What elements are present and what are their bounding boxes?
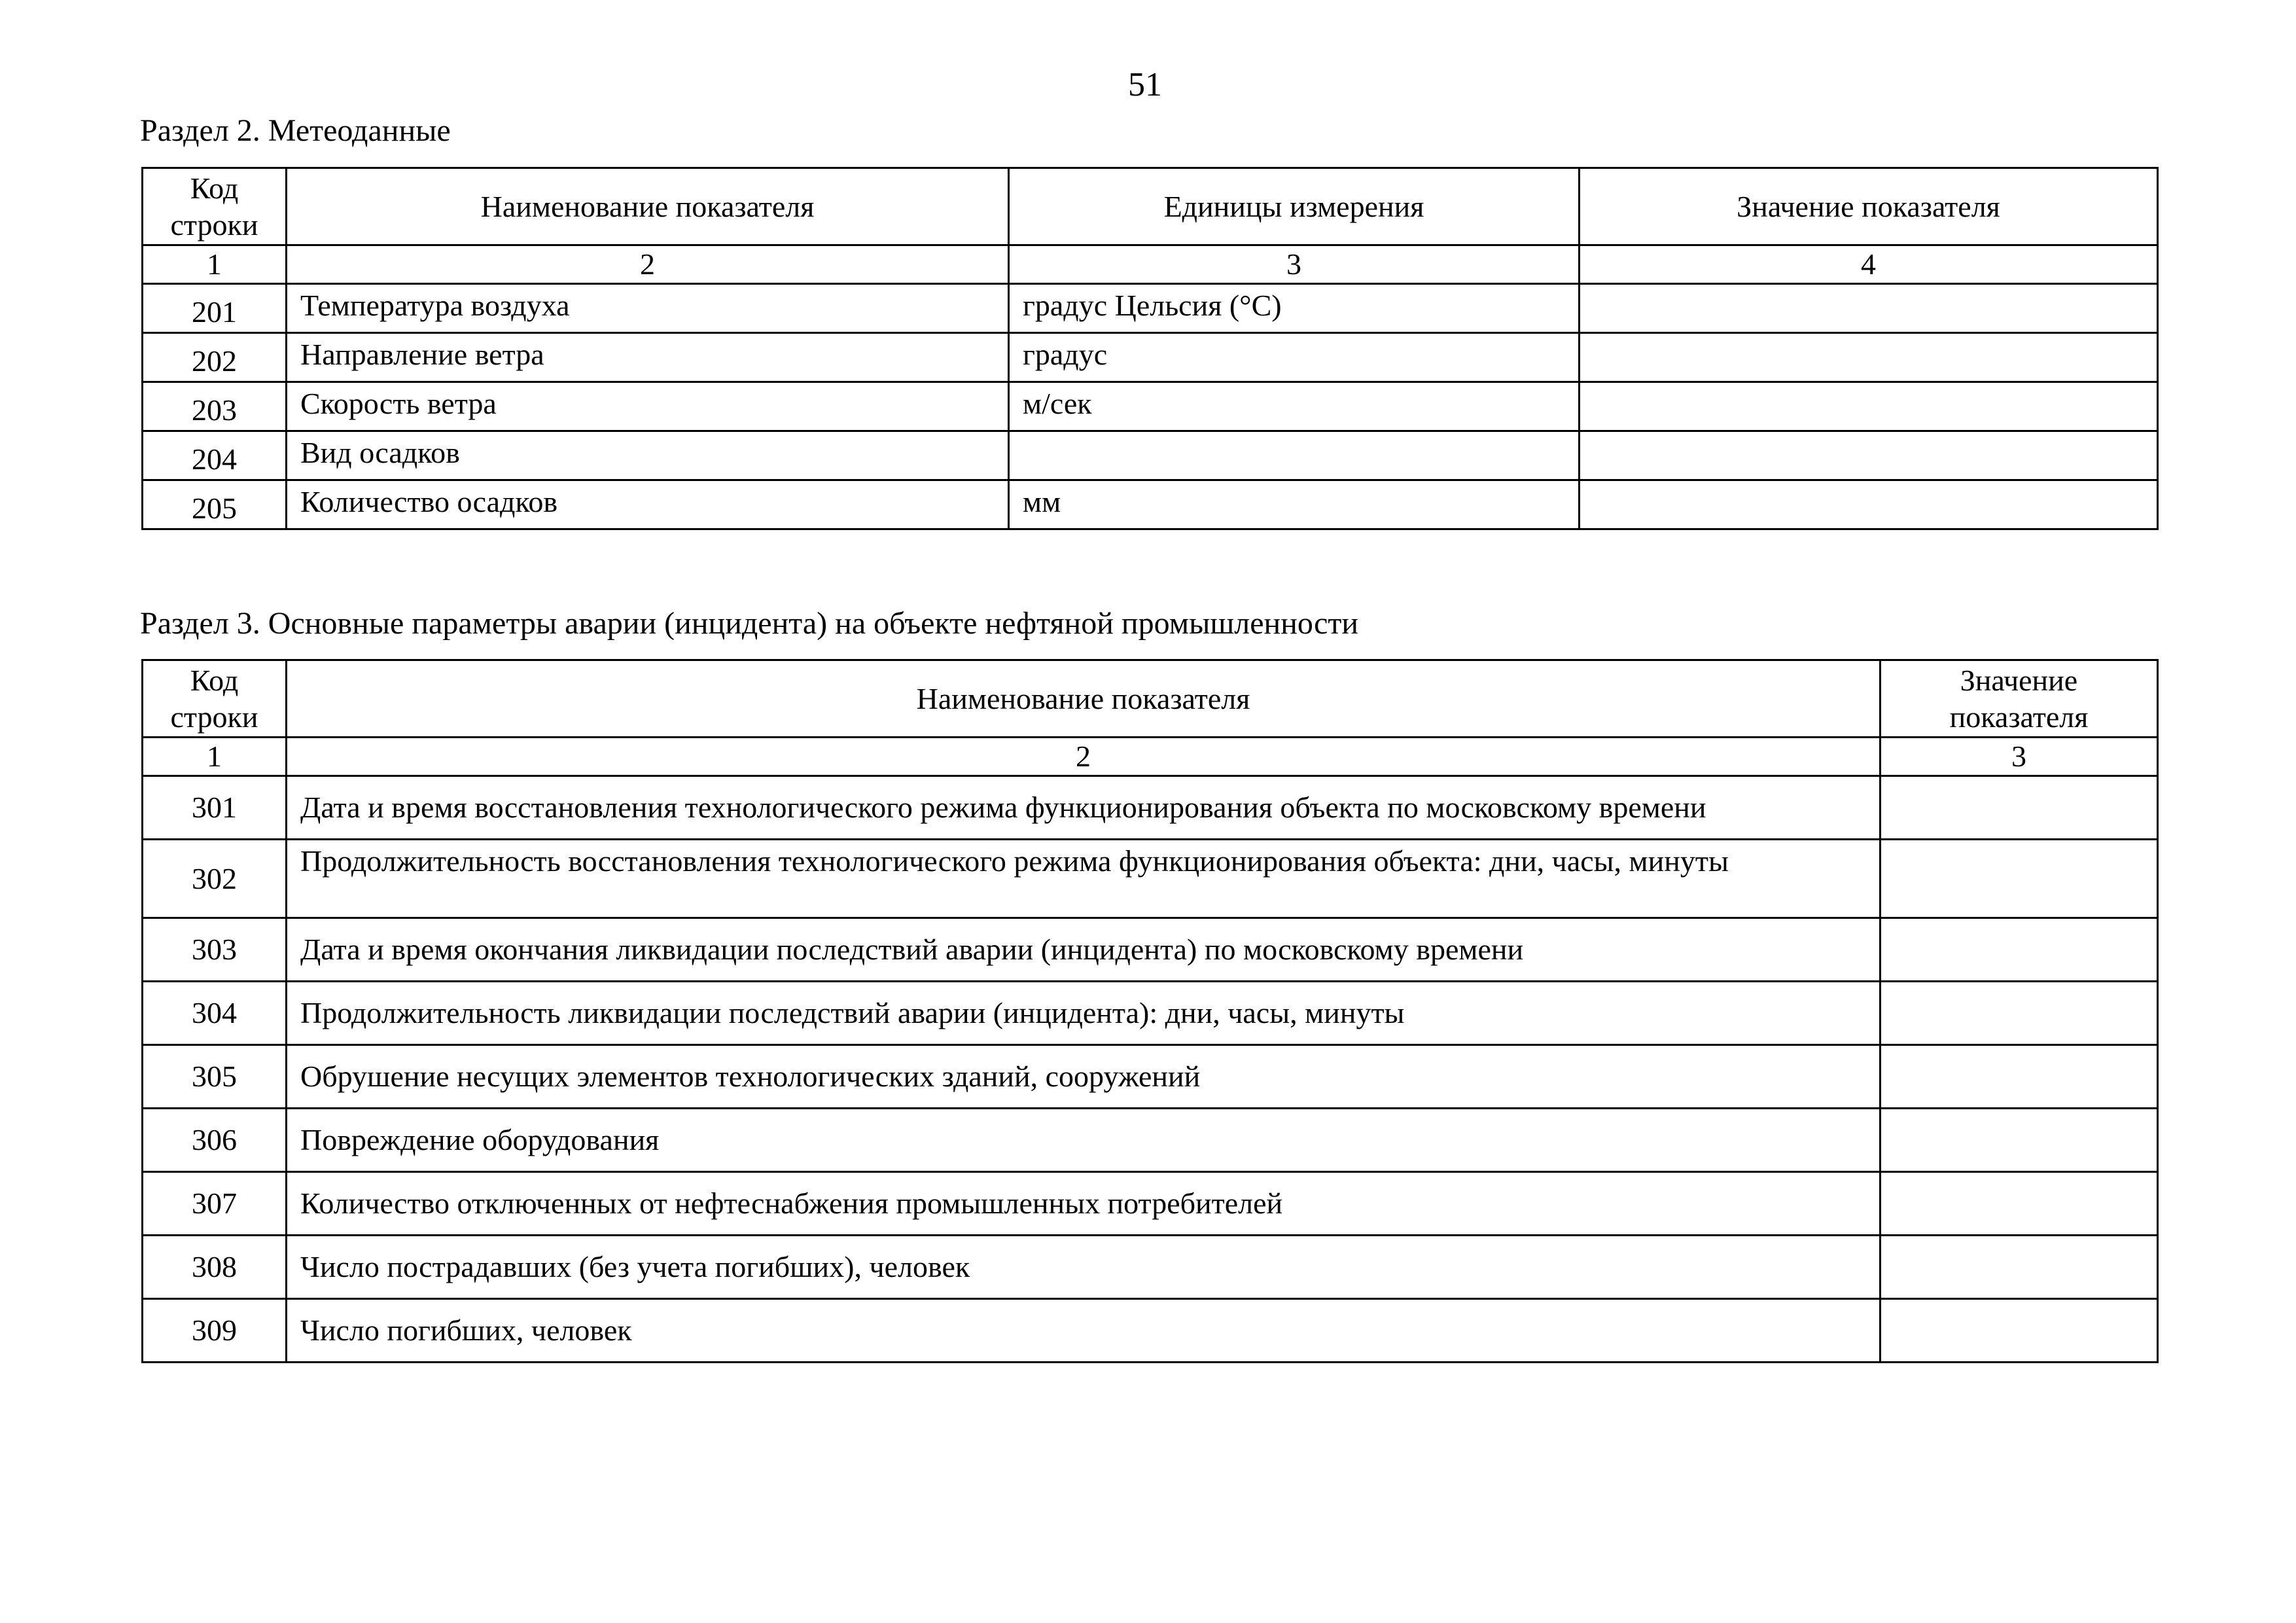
section-2-title: Раздел 2. Метеоданные <box>140 113 451 148</box>
row-code: 202 <box>143 333 287 382</box>
row-unit: градус <box>1009 333 1580 382</box>
row-name: Количество осадков <box>287 480 1009 529</box>
table-row <box>143 776 2158 840</box>
row-value[interactable] <box>1881 1172 2158 1236</box>
row-value[interactable] <box>1881 1299 2158 1363</box>
table-row <box>143 840 2158 918</box>
column-number: 1 <box>143 738 287 776</box>
table-row <box>143 284 2158 333</box>
table-row <box>143 333 2158 382</box>
row-name: Количество отключенных от нефтеснабжения промышленных потребителей <box>287 1172 1881 1236</box>
row-code: 304 <box>143 982 287 1045</box>
meteo-data-table <box>141 167 2159 530</box>
row-code: 301 <box>143 776 287 840</box>
row-value[interactable] <box>1881 1109 2158 1172</box>
column-number: 3 <box>1009 245 1580 284</box>
header-value: Значение показателя <box>1580 168 2158 245</box>
row-value[interactable] <box>1580 333 2158 382</box>
page-number: 51 <box>1128 66 1162 103</box>
row-name: Повреждение оборудования <box>287 1109 1881 1172</box>
row-code: 204 <box>143 431 287 480</box>
table-row <box>143 480 2158 529</box>
row-code: 309 <box>143 1299 287 1363</box>
table-row <box>143 1236 2158 1299</box>
table-row <box>143 982 2158 1045</box>
row-value[interactable] <box>1881 776 2158 840</box>
row-code: 205 <box>143 480 287 529</box>
row-code: 302 <box>143 840 287 918</box>
row-unit: мм <box>1009 480 1580 529</box>
row-name: Число погибших, человек <box>287 1299 1881 1363</box>
header-code: Код строки <box>143 660 287 738</box>
row-unit <box>1009 431 1580 480</box>
table-row <box>143 1299 2158 1363</box>
column-number: 3 <box>1881 738 2158 776</box>
row-name: Скорость ветра <box>287 382 1009 431</box>
row-value[interactable] <box>1881 1236 2158 1299</box>
header-code: Код строки <box>143 168 287 245</box>
row-name: Продолжительность ликвидации последствий аварии (инцидента): дни, часы, минуты <box>287 982 1881 1045</box>
row-value[interactable] <box>1881 1045 2158 1109</box>
header-name: Наименование показателя <box>287 660 1881 738</box>
column-number-row <box>143 738 2158 776</box>
column-number: 2 <box>287 245 1009 284</box>
column-number: 2 <box>287 738 1881 776</box>
row-value[interactable] <box>1881 918 2158 982</box>
row-code: 307 <box>143 1172 287 1236</box>
table-row <box>143 382 2158 431</box>
row-code: 201 <box>143 284 287 333</box>
row-value[interactable] <box>1881 982 2158 1045</box>
row-value[interactable] <box>1580 284 2158 333</box>
header-value: Значение показателя <box>1881 660 2158 738</box>
table-row <box>143 1045 2158 1109</box>
row-name: Дата и время окончания ликвидации последствий аварии (инцидента) по московскому времени <box>287 918 1881 982</box>
row-name: Температура воздуха <box>287 284 1009 333</box>
row-unit: м/сек <box>1009 382 1580 431</box>
table-header-row <box>143 660 2158 738</box>
row-name: Направление ветра <box>287 333 1009 382</box>
table-row <box>143 431 2158 480</box>
table-row <box>143 918 2158 982</box>
column-number: 4 <box>1580 245 2158 284</box>
row-code: 303 <box>143 918 287 982</box>
row-value[interactable] <box>1881 840 2158 918</box>
header-name: Наименование показателя <box>287 168 1009 245</box>
row-code: 203 <box>143 382 287 431</box>
accident-parameters-table <box>141 659 2159 1363</box>
column-number: 1 <box>143 245 287 284</box>
table-row <box>143 1172 2158 1236</box>
table-header-row <box>143 168 2158 245</box>
row-code: 305 <box>143 1045 287 1109</box>
row-name: Обрушение несущих элементов технологических зданий, сооружений <box>287 1045 1881 1109</box>
row-code: 306 <box>143 1109 287 1172</box>
row-value[interactable] <box>1580 382 2158 431</box>
row-name: Продолжительность восстановления технологического режима функционирования объекта: дни, часы, минуты <box>287 840 1881 918</box>
header-unit: Единицы измерения <box>1009 168 1580 245</box>
row-name: Дата и время восстановления технологического режима функционирования объекта по московскому времени <box>287 776 1881 840</box>
column-number-row <box>143 245 2158 284</box>
row-value[interactable] <box>1580 480 2158 529</box>
table-row <box>143 1109 2158 1172</box>
row-unit: градус Цельсия (°С) <box>1009 284 1580 333</box>
row-code: 308 <box>143 1236 287 1299</box>
row-name: Вид осадков <box>287 431 1009 480</box>
section-3-title: Раздел 3. Основные параметры аварии (инцидента) на объекте нефтяной промышленности <box>140 606 1359 641</box>
row-value[interactable] <box>1580 431 2158 480</box>
row-name: Число пострадавших (без учета погибших), человек <box>287 1236 1881 1299</box>
